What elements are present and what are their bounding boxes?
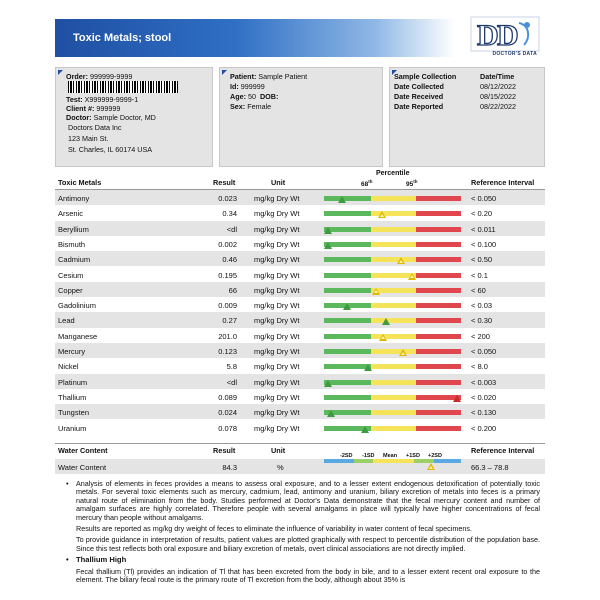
thallium-heading: • Thallium High [62, 556, 540, 564]
metal-name: Beryllium [58, 224, 89, 234]
gauge-segment [324, 318, 371, 323]
note-paragraph-4: Fecal thallium (Tl) provides an indication of Tl that has been excreted from the body in bile, and to a lesser extent recent oral exposure to the element. The biliary fecal route is the primary route of Tl excretion from the body, although about 35% is [76, 566, 540, 585]
metal-reference: < 0.020 [471, 392, 497, 402]
gauge-segment [416, 303, 461, 308]
metal-unit: mg/kg Dry Wt [254, 239, 300, 249]
gauge-segment [434, 459, 461, 463]
gauge-segment [371, 227, 416, 232]
table-row [55, 221, 545, 236]
gauge-segment [416, 349, 461, 354]
doctor-name: Sample Doctor, MD [93, 113, 156, 122]
percentile-gauge [324, 312, 461, 327]
metal-reference: < 200 [471, 331, 490, 341]
metal-reference: < 0.1 [471, 270, 488, 280]
address-line-3: St. Charles, IL 60174 USA [68, 145, 153, 154]
gauge-segment [371, 349, 416, 354]
metal-result: 5.8 [226, 362, 237, 372]
percentile-gauge [324, 328, 461, 343]
percentile-gauge [324, 282, 461, 297]
metal-reference: < 0.050 [471, 347, 497, 356]
metal-name: Copper [58, 285, 83, 295]
metal-name: Bismuth [58, 239, 86, 249]
metal-reference: < 0.003 [471, 377, 497, 387]
metal-unit: mg/kg Dry Wt [254, 270, 300, 280]
client-number: 999999 [96, 104, 121, 113]
table-row [55, 297, 545, 312]
percentile-gauge [324, 389, 461, 404]
percentile-gauge [324, 267, 461, 282]
metal-reference: < 0.200 [471, 423, 497, 433]
metal-result: 0.123 [218, 347, 237, 356]
gauge-segment [416, 410, 461, 415]
col-toxic-metals: Toxic Metals [58, 178, 102, 187]
date-collected-value: 08/12/2022 [480, 82, 516, 91]
metal-result: 0.34 [222, 209, 237, 219]
gauge-segment [416, 227, 461, 232]
metal-result: 0.009 [218, 301, 237, 311]
barcode [68, 81, 178, 93]
col-water-unit: Unit [271, 446, 286, 455]
note-paragraph-1: • Analysis of elements in feces provides a means to assess oral exposure, and to a lesser extent endogenous detoxification of potentially toxic metals. For several toxic elements such as mercury, cadmium, lead, antimony and uranium, biliary excretion of metals into feces is a primary natural route of elimination from the body. Studies performed at Doctor's Data demonstrate that the fecal mercury content and number of amalgam surfaces are highly correlated. Therefore people with several amalgams in place will typically have higher concentrations of fecal mercury than people without amalgams. [62, 480, 540, 522]
result-marker-icon [324, 242, 332, 249]
metal-unit: mg/kg Dry Wt [254, 347, 300, 356]
metal-reference: < 8.0 [471, 362, 488, 372]
client-label: Client #: [66, 104, 95, 113]
panel-corner-icon [58, 70, 63, 75]
patient-label: Patient: [230, 72, 257, 81]
table-row [55, 343, 545, 358]
water-content-unit: % [277, 463, 284, 472]
gauge-segment [416, 380, 461, 385]
metal-unit: mg/kg Dry Wt [254, 331, 300, 341]
metal-result: 0.089 [218, 392, 237, 402]
svg-text:D: D [497, 19, 519, 52]
gauge-segment [371, 426, 416, 431]
result-marker-icon [453, 395, 461, 402]
result-marker-icon [343, 303, 351, 310]
metal-unit: mg/kg Dry Wt [254, 285, 300, 295]
percentile-gauge [324, 297, 461, 312]
report-header [55, 15, 545, 57]
date-collected-label: Date Collected [394, 82, 444, 91]
col-reference: Reference Interval [471, 178, 535, 187]
water-marker-icon [427, 463, 435, 470]
col-water-reference: Reference Interval [471, 446, 535, 455]
date-received-value: 08/15/2022 [480, 92, 516, 101]
logo-text: DOCTOR'S DATA [492, 51, 537, 57]
metal-unit: mg/kg Dry Wt [254, 194, 300, 203]
gauge-segment [371, 395, 416, 400]
result-marker-icon [397, 257, 405, 264]
gauge-segment [324, 273, 371, 278]
toxic-metals-table-header [55, 176, 545, 190]
table-row [55, 404, 545, 419]
date-reported-value: 08/22/2022 [480, 102, 516, 111]
col-unit: Unit [271, 178, 286, 187]
page-title: Toxic Metals; stool [73, 32, 172, 44]
gauge-segment [416, 318, 461, 323]
metal-unit: mg/kg Dry Wt [254, 408, 300, 418]
age-label: Age: [230, 92, 246, 101]
metal-result: <dl [226, 224, 237, 234]
metal-unit: mg/kg Dry Wt [254, 392, 300, 402]
result-marker-icon [408, 273, 416, 280]
water-content-row [55, 459, 545, 474]
gauge-segment [416, 273, 461, 278]
gauge-segment [416, 364, 461, 369]
result-marker-icon [338, 196, 346, 203]
percentile-gauge [324, 343, 461, 358]
water-content-header [55, 444, 545, 458]
col-result: Result [213, 178, 236, 187]
gauge-segment [324, 349, 371, 354]
percentile-gauge [324, 190, 461, 205]
gauge-segment [371, 196, 416, 201]
col-water-content: Water Content [58, 446, 108, 455]
metal-unit: mg/kg Dry Wt [254, 255, 300, 265]
gauge-segment [371, 318, 416, 323]
gauge-segment [371, 410, 416, 415]
metal-unit: mg/kg Dry Wt [254, 316, 300, 326]
id-label: Id: [230, 82, 239, 91]
metal-name: Arsenic [58, 209, 84, 219]
percentile-gauge [324, 404, 461, 419]
result-marker-icon [379, 334, 387, 341]
metal-reference: < 0.100 [471, 239, 497, 249]
metal-name: Cadmium [58, 255, 91, 265]
address-line-1: Doctors Data Inc [68, 123, 122, 132]
result-marker-icon [382, 318, 390, 325]
sex-label: Sex: [230, 102, 246, 111]
metal-unit: mg/kg Dry Wt [254, 423, 300, 433]
metal-result: <dl [226, 377, 237, 387]
metal-reference: < 0.130 [471, 408, 497, 418]
gauge-segment [416, 257, 461, 262]
result-marker-icon [327, 410, 335, 417]
gauge-segment [371, 380, 416, 385]
patient-sex: Female [247, 102, 272, 111]
metal-reference: < 0.03 [471, 301, 493, 311]
panel-corner-icon [222, 70, 227, 75]
sd-label: +1SD [406, 453, 420, 459]
metal-unit: mg/kg Dry Wt [254, 224, 300, 234]
result-marker-icon [324, 380, 332, 387]
metal-reference: < 0.050 [471, 194, 497, 203]
metal-result: 0.002 [218, 239, 237, 249]
doctor-label: Doctor: [66, 113, 92, 122]
percentile-gauge [324, 221, 461, 236]
percentile-95-label: 95th [406, 179, 418, 189]
gauge-segment [324, 196, 371, 201]
table-row [55, 358, 545, 373]
metal-result: 201.0 [218, 331, 237, 341]
sd-label: -1SD [362, 453, 375, 459]
metal-name: Cesium [58, 270, 84, 280]
metal-name: Tungsten [58, 408, 89, 418]
gauge-segment [324, 334, 371, 339]
table-row [55, 190, 545, 205]
table-row [55, 236, 545, 251]
metal-name: Lead [58, 316, 75, 326]
percentile-gauge [324, 420, 461, 435]
percentile-gauge [324, 358, 461, 373]
date-time-heading: Date/Time [480, 72, 515, 81]
patient-panel [219, 67, 383, 167]
gauge-segment [416, 334, 461, 339]
water-content-gauge [324, 459, 461, 463]
metal-result: 0.195 [218, 270, 237, 280]
metal-unit: mg/kg Dry Wt [254, 362, 300, 372]
date-received-label: Date Received [394, 92, 444, 101]
table-row [55, 267, 545, 282]
table-row [55, 389, 545, 404]
result-marker-icon [378, 211, 386, 218]
gauge-segment [371, 242, 416, 247]
svg-text:D: D [477, 19, 499, 52]
metal-name: Thallium [58, 392, 87, 402]
gauge-segment [416, 242, 461, 247]
sd-label: -2SD [340, 453, 353, 459]
dob-label: DOB: [259, 92, 279, 101]
gauge-segment [371, 364, 416, 369]
gauge-segment [416, 426, 461, 431]
gauge-segment [371, 303, 416, 308]
result-marker-icon [324, 227, 332, 234]
gauge-segment [324, 459, 354, 463]
percentile-gauge [324, 251, 461, 266]
gauge-segment [416, 211, 461, 216]
metal-reference: < 60 [471, 285, 486, 295]
dates-panel [389, 67, 545, 167]
col-water-result: Result [213, 446, 236, 455]
percentile-gauge [324, 374, 461, 389]
metal-name: Mercury [58, 347, 86, 356]
note-paragraph-2: Results are reported as mg/kg dry weight of feces to eliminate the influence of variability in water content of fecal specimens. [76, 524, 472, 534]
metal-result: 0.023 [218, 194, 237, 203]
gauge-segment [324, 288, 371, 293]
metal-name: Nickel [58, 362, 79, 372]
percentile-heading: Percentile [376, 170, 410, 177]
metal-unit: mg/kg Dry Wt [254, 209, 300, 219]
metal-name: Gadolinium [58, 301, 96, 311]
metal-result: 66 [228, 285, 237, 295]
gauge-segment [324, 395, 371, 400]
result-marker-icon [372, 288, 380, 295]
interpretation-notes [62, 480, 540, 587]
metal-unit: mg/kg Dry Wt [254, 377, 300, 387]
patient-id: 999999 [240, 82, 265, 91]
table-row [55, 328, 545, 343]
table-row [55, 312, 545, 327]
metal-name: Antimony [58, 194, 90, 203]
percentile-gauge [324, 205, 461, 220]
table-row [55, 251, 545, 266]
result-marker-icon [364, 364, 372, 371]
sd-label: Mean [383, 453, 398, 459]
gauge-segment [354, 459, 373, 463]
sd-label: +2SD [428, 453, 442, 459]
date-reported-label: Date Reported [394, 102, 444, 111]
metal-reference: < 0.30 [471, 316, 493, 326]
gauge-segment [324, 257, 371, 262]
table-row [55, 374, 545, 389]
result-marker-icon [361, 426, 369, 433]
metal-result: 0.024 [218, 408, 237, 418]
gauge-segment [371, 257, 416, 262]
percentile-gauge [324, 236, 461, 251]
water-content-name: Water Content [58, 463, 107, 472]
gauge-segment [371, 334, 416, 339]
patient-age: 50 [247, 92, 256, 101]
metal-reference: < 0.50 [471, 255, 493, 265]
water-content-result: 84.3 [222, 463, 237, 472]
test-label: Test: [66, 95, 83, 104]
order-panel [55, 67, 213, 167]
result-marker-icon [399, 349, 407, 356]
test-number: X999999-9999-1 [84, 95, 139, 104]
gauge-segment [373, 459, 414, 463]
note-paragraph-3: To provide guidance in interpretation of results, patient values are plotted graphically with respect to percentile distribution of the population base. Since this test reflects both oral exposure and biliary excretion of metals, overt clinical associations are not directly implied. [76, 535, 540, 553]
gauge-segment [416, 288, 461, 293]
address-line-2: 123 Main St. [68, 134, 109, 143]
metal-name: Uranium [58, 423, 87, 433]
metal-result: 0.078 [218, 423, 237, 433]
percentile-68-label: 68th [361, 179, 373, 189]
table-row [55, 420, 545, 435]
metal-unit: mg/kg Dry Wt [254, 301, 300, 311]
table-row [55, 282, 545, 297]
table-row [55, 205, 545, 220]
order-label: Order: [66, 72, 88, 81]
metal-result: 0.27 [222, 316, 237, 326]
gauge-segment [416, 196, 461, 201]
metal-reference: < 0.20 [471, 209, 493, 219]
gauge-segment [324, 211, 371, 216]
metal-result: 0.46 [222, 255, 237, 265]
metal-name: Manganese [58, 331, 98, 341]
metal-name: Platinum [58, 377, 88, 387]
metal-reference: < 0.011 [471, 224, 496, 234]
water-content-reference: 66.3 – 78.8 [471, 463, 509, 472]
order-number: 999999-9999 [89, 72, 133, 81]
patient-name: Sample Patient [258, 72, 308, 81]
sample-collection-heading: Sample Collection [394, 72, 457, 81]
